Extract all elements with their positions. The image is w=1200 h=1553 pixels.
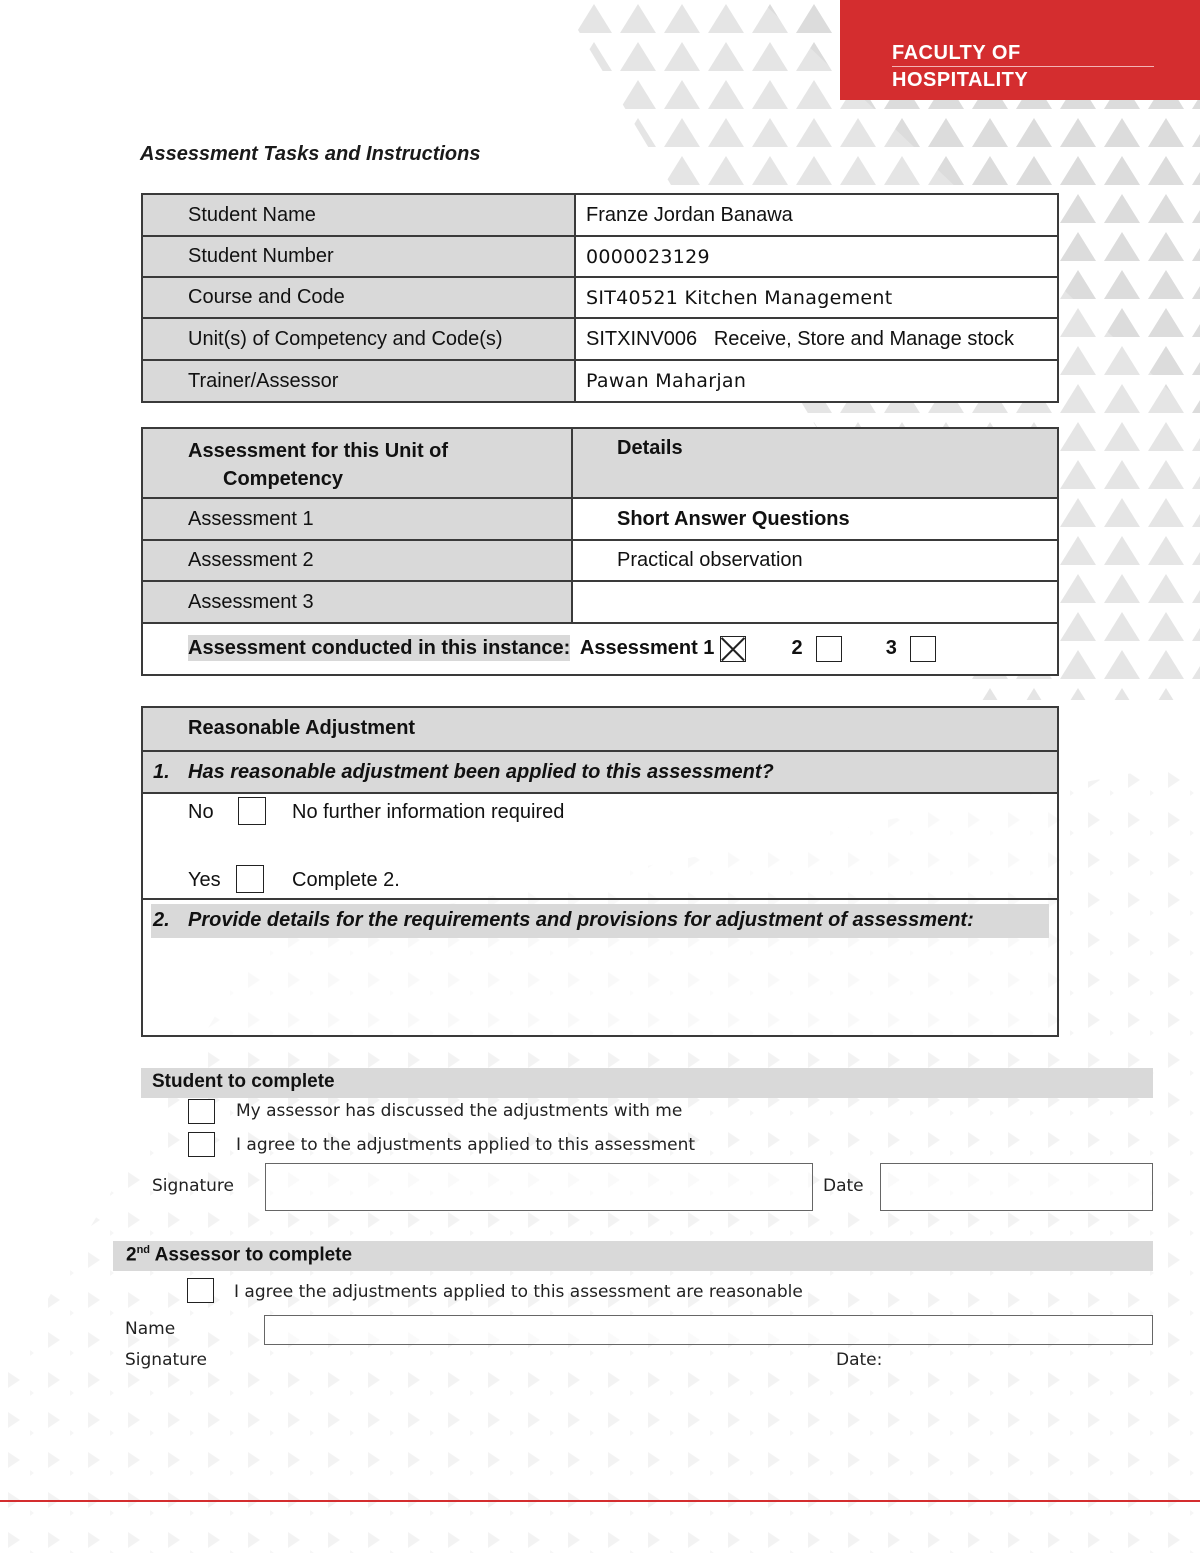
agree-adjustments-checkbox[interactable]	[188, 1132, 215, 1157]
course-code-label: Course and Code	[142, 277, 575, 318]
student-info-table	[141, 193, 1059, 403]
assessor-title-suffix: nd	[136, 1244, 151, 1256]
question-1-number: 1.	[153, 761, 170, 783]
student-section-title: Student to complete	[152, 1071, 335, 1092]
student-date-label: Date	[823, 1176, 864, 1196]
assessment-conducted-row	[142, 623, 1058, 675]
details-header: Details	[572, 428, 1058, 498]
no-option-text: No further information required	[292, 801, 565, 823]
agree-adjustments-text: I agree to the adjustments applied to this assessment	[236, 1135, 696, 1155]
no-adjustment-checkbox[interactable]	[238, 797, 266, 825]
student-date-field[interactable]	[880, 1163, 1153, 1211]
yes-adjustment-checkbox[interactable]	[236, 865, 264, 893]
assessment-header-left	[142, 428, 572, 498]
reasonable-adjustment-title: Reasonable Adjustment	[188, 717, 416, 739]
student-number-value: 0000023129	[575, 236, 1058, 277]
table-row	[142, 194, 1058, 236]
assessor-name-label: Name	[125, 1319, 176, 1339]
assessor-title-text: Assessor to complete	[150, 1244, 353, 1266]
student-signature-label: Signature	[152, 1176, 235, 1196]
student-signature-field[interactable]	[265, 1163, 813, 1211]
assessment-2-choice-label: 2	[791, 637, 803, 660]
adjustment-details-field[interactable]	[151, 944, 1049, 1032]
assessor-discussed-checkbox[interactable]	[188, 1099, 215, 1124]
yes-option-text: Complete 2.	[292, 869, 400, 891]
table-row	[142, 360, 1058, 402]
assessment-1-choice-label: Assessment 1	[579, 637, 715, 660]
footer-rule	[0, 1500, 1200, 1502]
table-row	[142, 428, 1058, 498]
question-2-text: Provide details for the requirements and provisions for adjustment of assessment:	[188, 909, 974, 931]
table-row	[142, 318, 1058, 360]
assessment-2-label: Assessment 2	[142, 540, 572, 581]
unit-competency-value: SITXINV006 Receive, Store and Manage stock	[575, 318, 1058, 360]
assessor-date-label: Date:	[836, 1350, 883, 1370]
assessment-1-label: Assessment 1	[142, 498, 572, 540]
student-section-header	[141, 1068, 1153, 1098]
assessment-header-line-2: Competency	[223, 468, 344, 490]
assessor-signature-label: Signature	[125, 1350, 208, 1370]
adjustments-reasonable-text: I agree the adjustments applied to this assessment are reasonable	[234, 1282, 803, 1302]
question-1-bar	[143, 752, 1057, 794]
course-code-value: SIT40521 Kitchen Management	[575, 277, 1058, 318]
assessor-section-title	[126, 1244, 352, 1266]
assessment-2-checkbox[interactable]	[816, 636, 842, 662]
assessment-conducted-label: Assessment conducted in this instance:	[188, 637, 571, 660]
faculty-brand-banner	[840, 0, 1200, 100]
question-2-bar	[151, 904, 1049, 938]
no-option-label: No	[188, 801, 214, 823]
section-divider	[143, 898, 1057, 900]
assessor-title-number: 2	[126, 1244, 137, 1266]
reasonable-adjustment-section	[141, 706, 1059, 1037]
assessment-3-detail	[572, 581, 1058, 623]
table-row	[142, 540, 1058, 581]
table-row	[142, 581, 1058, 623]
reasonable-adjustment-header	[143, 708, 1057, 752]
page-title: Assessment Tasks and Instructions	[140, 143, 481, 165]
assessment-3-choice-label: 3	[885, 637, 897, 660]
question-2-number: 2.	[153, 909, 170, 931]
assessment-1-checkbox[interactable]	[720, 636, 746, 662]
assessment-3-checkbox[interactable]	[910, 636, 936, 662]
assessment-header-line-1: Assessment for this Unit of	[188, 440, 449, 462]
adjustments-reasonable-checkbox[interactable]	[187, 1278, 214, 1303]
student-name-label: Student Name	[142, 194, 575, 236]
brand-line-2: HOSPITALITY	[892, 69, 1029, 91]
trainer-assessor-value: Pawan Maharjan	[575, 360, 1058, 402]
table-row	[142, 277, 1058, 318]
trainer-assessor-label: Trainer/Assessor	[142, 360, 575, 402]
yes-option-label: Yes	[188, 869, 221, 891]
table-row	[142, 623, 1058, 675]
table-row	[142, 236, 1058, 277]
assessor-name-field[interactable]	[264, 1315, 1153, 1345]
question-1-text: Has reasonable adjustment been applied to this assessment?	[188, 761, 774, 783]
assessment-table	[141, 427, 1059, 676]
student-number-label: Student Number	[142, 236, 575, 277]
assessment-3-label: Assessment 3	[142, 581, 572, 623]
brand-line-1: FACULTY OF	[892, 42, 1021, 64]
assessment-1-detail: Short Answer Questions	[572, 498, 1058, 540]
unit-competency-label: Unit(s) of Competency and Code(s)	[142, 318, 575, 360]
assessment-2-detail: Practical observation	[572, 540, 1058, 581]
student-name-value: Franze Jordan Banawa	[575, 194, 1058, 236]
assessor-discussed-text: My assessor has discussed the adjustments with me	[236, 1101, 683, 1121]
table-row	[142, 498, 1058, 540]
brand-divider	[892, 66, 1154, 67]
assessor-section-header	[113, 1241, 1153, 1271]
